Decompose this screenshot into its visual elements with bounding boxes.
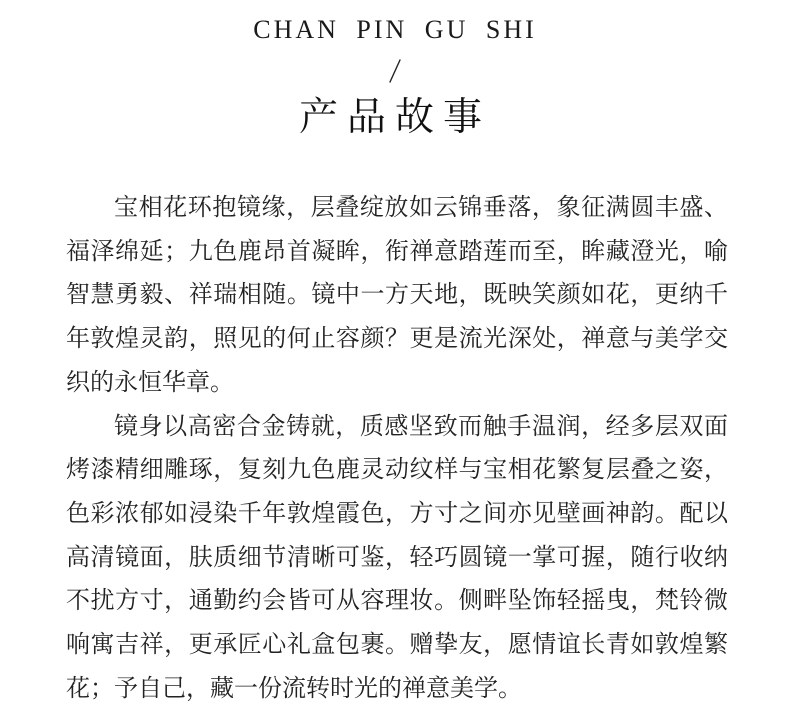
story-paragraph-1: 宝相花环抱镜缘，层叠绽放如云锦垂落，象征满圆丰盛、福泽绵延；九色鹿昂首凝眸，衔禅意踏莲而至，眸藏澄光，喻智慧勇毅、祥瑞相随。镜中一方天地，既映笑颜如花，更纳千年敦煌灵韵，照见的何止容颜？更是流光深处，禅意与美学交织的永恒华章。 bbox=[66, 193, 728, 396]
product-story-text bbox=[66, 186, 728, 710]
slash-divider bbox=[385, 58, 405, 84]
story-paragraph-2: 镜身以高密合金铸就，质感坚致而触手温润，经多层双面烤漆精细雕琢，复刻九色鹿灵动纹样与宝相花繁复层叠之姿，色彩浓郁如浸染千年敦煌霞色，方寸之间亦见壁画神韵。配以高清镜面，肤质细节清晰可鉴，轻巧圆镜一掌可握，随行收纳不扰方寸，通勤约会皆可从容理妆。侧畔坠饰轻摇曳，梵铃微响寓吉祥，更承匠心礼盒包裹。赠挚友，愿情谊长青如敦煌繁花；予自己，藏一份流转时光的禅意美学。 bbox=[66, 411, 728, 702]
heading-pinyin: CHAN PIN GU SHI bbox=[253, 15, 537, 44]
page-title: 产品故事 bbox=[298, 95, 491, 140]
